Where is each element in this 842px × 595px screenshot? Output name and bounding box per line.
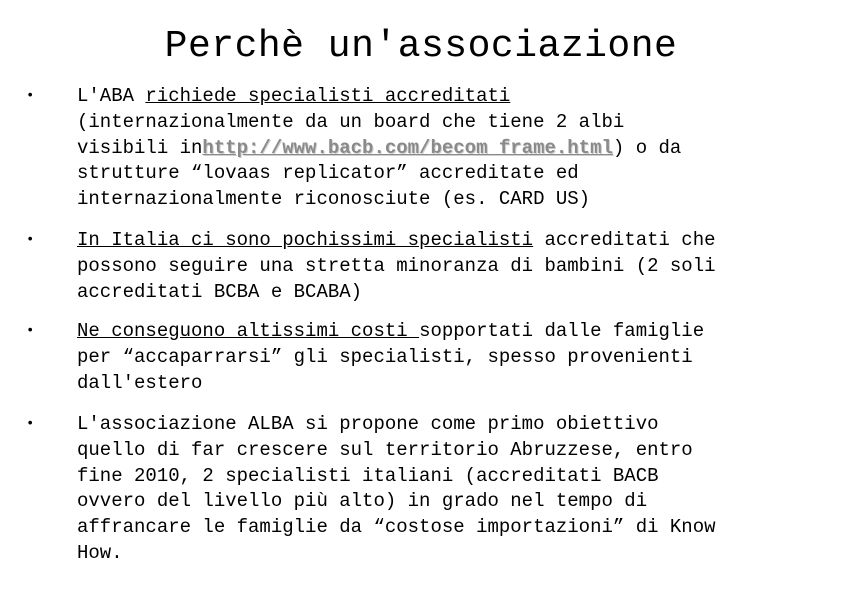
paragraph-2 [77, 228, 832, 305]
p3-underlined-phrase: Ne conseguono altissimi costi [77, 320, 420, 342]
paragraph-4: L'associazione ALBA si propone come primo obiettivo quello di far crescere sul territorio Abruzzese, entro fine 2010, 2 specialisti italiani (accreditati BACB ovvero del livello più alto) in grado nel tempo di affrancare le famiglie da “costose importazioni” di Know How. [77, 413, 716, 564]
p2-underlined-phrase: In Italia ci sono pochissimi specialisti [77, 229, 534, 251]
page-title: Perchè un'associazione [164, 25, 678, 68]
p1-underlined-phrase: richiede specialisti accreditati [145, 85, 511, 107]
paragraph-3 [77, 319, 832, 396]
bacb-link[interactable]: http://www.bacb.com/becom_frame.html [202, 136, 613, 159]
p1-text-start: L'ABA [77, 85, 146, 107]
bullet-4: • [26, 416, 35, 432]
p1-text-middle: (internazionalmente da un board che tiene 2 albi visibili in [77, 110, 625, 159]
p2-text-end: accreditati che possono seguire una stretta minoranza di bambini (2 soli accreditati BCBA e BCABA) [77, 229, 716, 303]
bullet-3: • [26, 323, 35, 339]
bullet-2: • [26, 232, 35, 248]
bullet-1: • [26, 88, 35, 104]
p3-text-end: sopportati dalle famiglie per “accaparrarsi” gli specialisti, spesso provenienti dall'estero [77, 320, 705, 394]
paragraph-1 [77, 84, 832, 213]
p1-text-end: ) o da strutture “lovaas replicator” accreditate ed internazionalmente riconosciute (es. CARD US) [77, 136, 682, 211]
